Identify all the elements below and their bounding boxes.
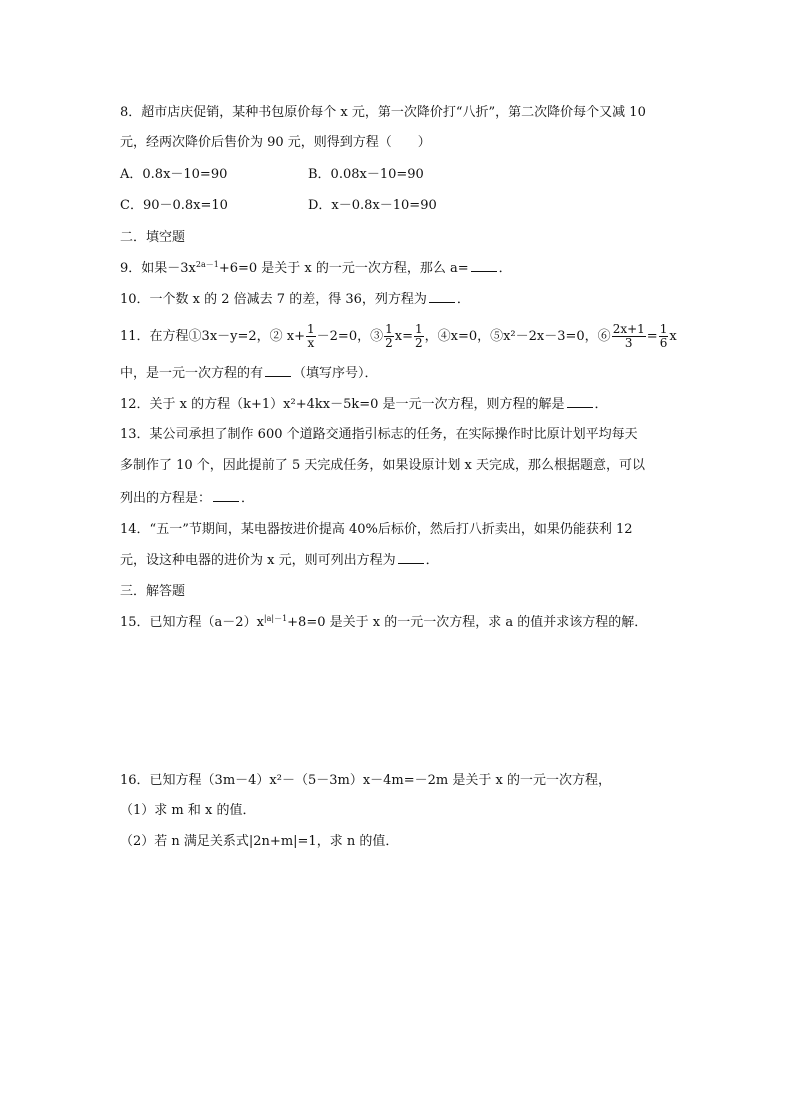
q12-end: ．	[594, 397, 608, 412]
q13-line1: 13．某公司承担了制作 600 个道路交通指引标志的任务，在实际操作时比原计划平均每天	[120, 427, 638, 442]
q11-part4: ，④x=0，⑤x²－2x－3=0，⑥	[424, 329, 611, 344]
section-heading-answer: 三．解答题	[120, 584, 186, 599]
q15-exponent: |a|－1	[263, 614, 288, 623]
q13-line3-text: 列出的方程是：	[120, 491, 212, 506]
q8-option-d: D．x－0.8x－10=90	[308, 198, 437, 213]
q10-blank	[429, 290, 455, 303]
q11-part5: =	[646, 329, 658, 344]
section-heading-fill-blank: 二．填空题	[120, 230, 186, 245]
q16-sub1: （1）求 m 和 x 的值．	[120, 803, 256, 818]
q12-text: 12．关于 x 的方程（k+1）x²+4kx－5k=0 是一元一次方程，则方程的解是	[120, 397, 565, 412]
q10-end: ．	[456, 292, 470, 307]
q9	[120, 259, 512, 278]
q15	[120, 614, 647, 632]
q8-option-c: C．90－0.8x=10	[120, 198, 228, 213]
q11-line2-pre: 中，是一元一次方程的有	[120, 366, 264, 381]
q8-line1: 8．超市店庆促销，某种书包原价每个 x 元，第一次降价打“八折”，第二次降价每个又减 10	[120, 105, 646, 120]
q12	[120, 395, 608, 414]
q9-blank	[471, 259, 497, 272]
q11-part1: 11．在方程①3x－y=2，② x+	[120, 329, 306, 344]
q11-fraction-1-over-6: $\frac{1}{6}$	[659, 322, 668, 350]
q13-blank	[213, 489, 239, 502]
q11-part6: x	[669, 329, 677, 344]
q8-option-a: A．0.8x－10=90	[120, 167, 228, 182]
q11-line1	[120, 322, 677, 352]
q12-blank	[567, 395, 593, 408]
q11-fraction-2x1-over-3: $\frac{2x+1}{3}$	[612, 322, 645, 350]
q14-line2-text: 元，设这种电器的进价为 x 元，则可列出方程为	[120, 553, 396, 568]
q16-line1: 16．已知方程（3m－4）x²－（5－3m）x－4m=－2m 是关于 x 的一元一次方程，	[120, 773, 611, 788]
q11-part2: －2=0，③	[316, 329, 384, 344]
q11-line2	[120, 364, 378, 383]
q11-line2-post: （填写序号）．	[293, 366, 378, 381]
q15-pre: 15．已知方程（a－2）x	[120, 615, 264, 630]
q10-text: 10．一个数 x 的 2 倍减去 7 的差，得 36，列方程为	[120, 292, 427, 307]
q11-fraction-1-over-2-a: $\frac{1}{2}$	[385, 322, 393, 350]
q8-line2: 元，经两次降价后售价为 90 元，则得到方程（ ）	[120, 135, 431, 150]
q9-exponent: 2a－1	[195, 260, 219, 269]
q10	[120, 290, 470, 309]
q9-end: ．	[498, 261, 512, 276]
q11-fraction-1-over-2-b: $\frac{1}{2}$	[414, 322, 423, 350]
q11-part3: x=	[394, 329, 413, 344]
q14-line1: 14．“五一”节期间，某电器按进价提高 40%后标价，然后打八折卖出，如果仍能获利 12	[120, 522, 633, 537]
q9-post: +6=0 是关于 x 的一元一次方程，那么 a=	[218, 261, 469, 276]
q14-blank	[398, 551, 424, 564]
q13-end: ．	[241, 491, 255, 506]
q8-option-b: B．0.08x－10=90	[308, 167, 424, 182]
q14-line2	[120, 551, 439, 570]
q14-end: ．	[425, 553, 439, 568]
q11-blank	[265, 364, 291, 377]
q9-pre: 9．如果－3x	[120, 261, 196, 276]
q15-post: +8=0 是关于 x 的一元一次方程，求 a 的值并求该方程的解．	[287, 615, 648, 630]
q11-fraction-1-over-x: $\frac{1}{x}$	[307, 322, 315, 350]
q13-line2: 多制作了 10 个，因此提前了 5 天完成任务，如果设原计划 x 天完成，那么根据题意，可以	[120, 458, 645, 473]
q16-sub2: （2）若 n 满足关系式|2n+m|=1，求 n 的值．	[120, 834, 399, 849]
q13-line3	[120, 489, 254, 508]
